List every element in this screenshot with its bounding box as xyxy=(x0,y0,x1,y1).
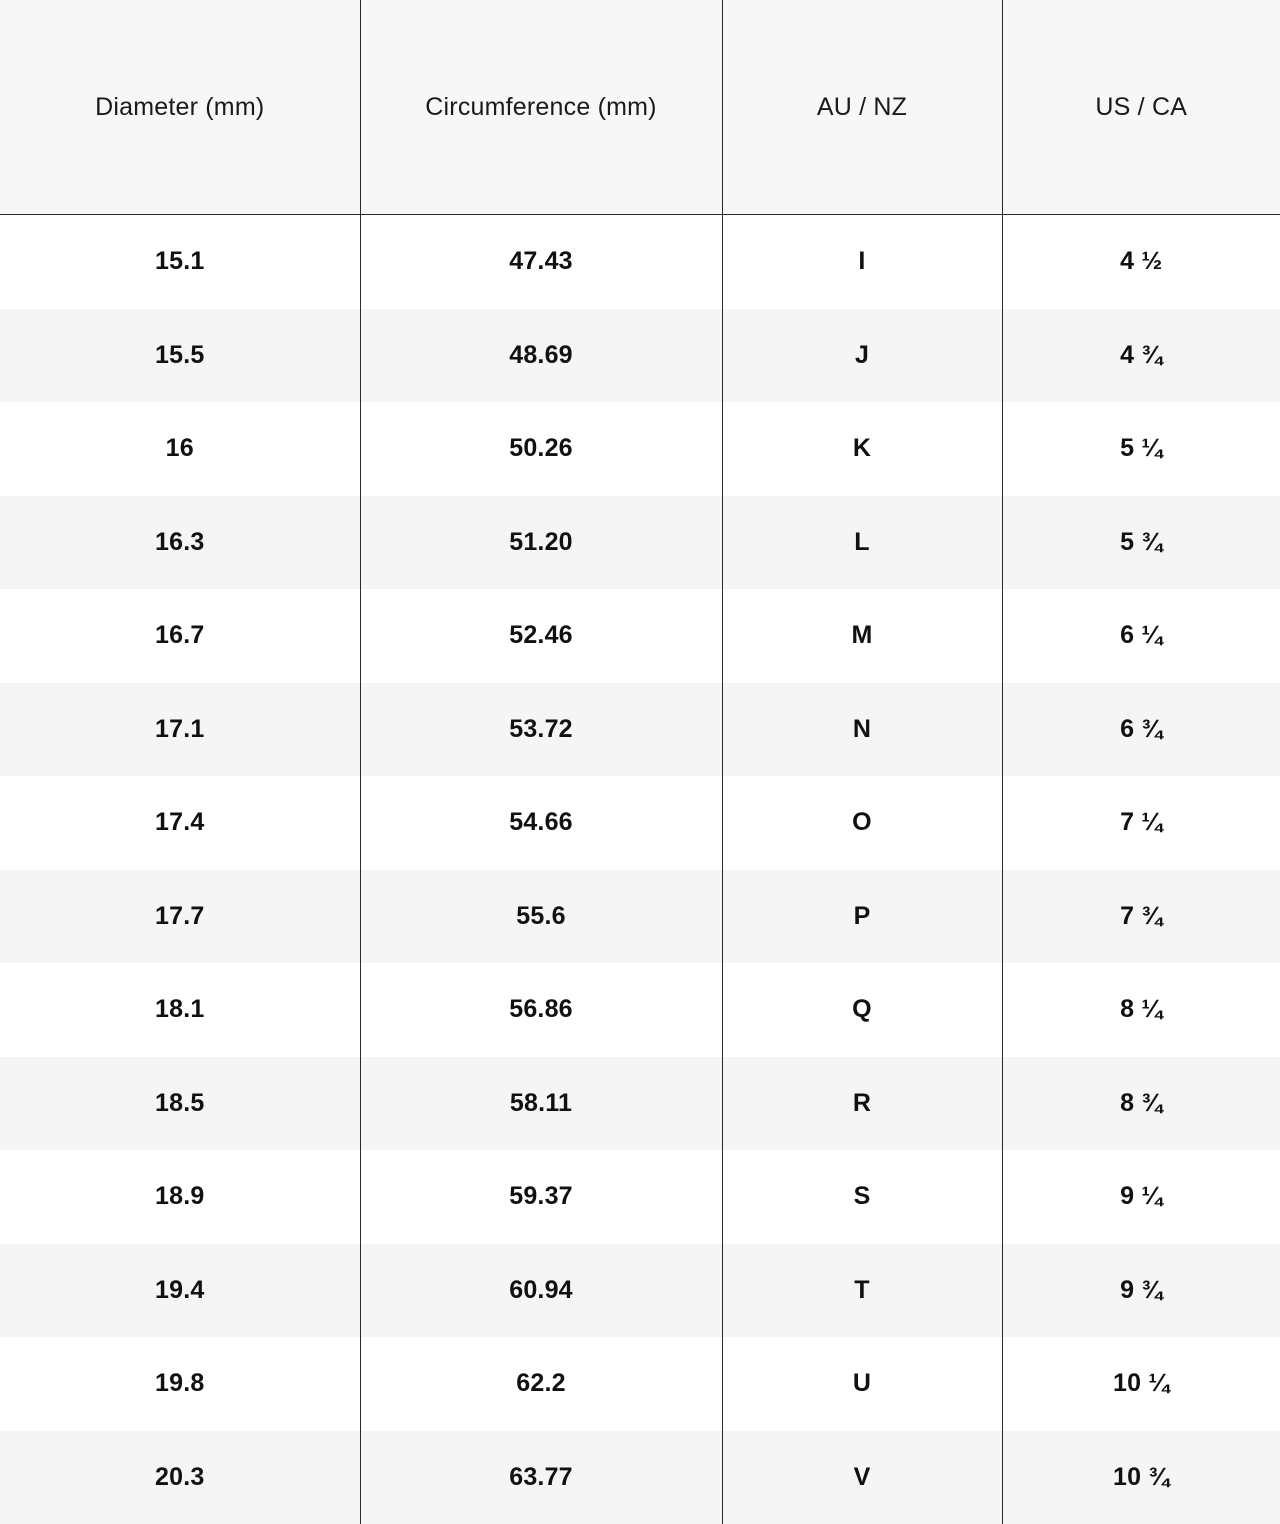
cell-au-nz: M xyxy=(722,589,1002,683)
table-row xyxy=(0,776,1280,870)
table-header xyxy=(0,0,1280,215)
cell-diameter: 17.7 xyxy=(0,870,360,964)
cell-circumference: 63.77 xyxy=(360,1431,722,1524)
cell-circumference: 47.43 xyxy=(360,215,722,309)
table-row xyxy=(0,589,1280,683)
table-row xyxy=(0,1431,1280,1524)
cell-au-nz: P xyxy=(722,870,1002,964)
cell-diameter: 18.5 xyxy=(0,1057,360,1151)
table-row xyxy=(0,215,1280,309)
cell-us-ca: 7 ¼ xyxy=(1002,776,1280,870)
cell-au-nz: K xyxy=(722,402,1002,496)
table-header-row xyxy=(0,0,1280,215)
cell-circumference: 52.46 xyxy=(360,589,722,683)
cell-us-ca: 10 ¼ xyxy=(1002,1337,1280,1431)
table-row xyxy=(0,870,1280,964)
table-row xyxy=(0,1057,1280,1151)
column-header-us-ca: US / CA xyxy=(1002,0,1280,215)
cell-us-ca: 6 ¾ xyxy=(1002,683,1280,777)
cell-circumference: 62.2 xyxy=(360,1337,722,1431)
cell-au-nz: T xyxy=(722,1244,1002,1338)
cell-au-nz: N xyxy=(722,683,1002,777)
cell-au-nz: O xyxy=(722,776,1002,870)
cell-circumference: 48.69 xyxy=(360,309,722,403)
table-row xyxy=(0,402,1280,496)
cell-us-ca: 5 ¾ xyxy=(1002,496,1280,590)
cell-us-ca: 9 ¾ xyxy=(1002,1244,1280,1338)
cell-diameter: 17.4 xyxy=(0,776,360,870)
cell-us-ca: 9 ¼ xyxy=(1002,1150,1280,1244)
cell-circumference: 59.37 xyxy=(360,1150,722,1244)
cell-circumference: 56.86 xyxy=(360,963,722,1057)
cell-circumference: 50.26 xyxy=(360,402,722,496)
cell-au-nz: J xyxy=(722,309,1002,403)
cell-diameter: 15.5 xyxy=(0,309,360,403)
cell-us-ca: 7 ¾ xyxy=(1002,870,1280,964)
cell-diameter: 18.1 xyxy=(0,963,360,1057)
cell-us-ca: 5 ¼ xyxy=(1002,402,1280,496)
cell-us-ca: 4 ¾ xyxy=(1002,309,1280,403)
table-row xyxy=(0,496,1280,590)
cell-au-nz: Q xyxy=(722,963,1002,1057)
table-row xyxy=(0,963,1280,1057)
table-row xyxy=(0,309,1280,403)
cell-au-nz: S xyxy=(722,1150,1002,1244)
column-header-diameter: Diameter (mm) xyxy=(0,0,360,215)
cell-circumference: 58.11 xyxy=(360,1057,722,1151)
cell-us-ca: 6 ¼ xyxy=(1002,589,1280,683)
cell-diameter: 20.3 xyxy=(0,1431,360,1524)
cell-diameter: 15.1 xyxy=(0,215,360,309)
table-body xyxy=(0,215,1280,1524)
cell-us-ca: 8 ¾ xyxy=(1002,1057,1280,1151)
table-row xyxy=(0,1150,1280,1244)
cell-diameter: 18.9 xyxy=(0,1150,360,1244)
cell-au-nz: V xyxy=(722,1431,1002,1524)
cell-diameter: 19.8 xyxy=(0,1337,360,1431)
cell-au-nz: U xyxy=(722,1337,1002,1431)
cell-circumference: 53.72 xyxy=(360,683,722,777)
cell-diameter: 17.1 xyxy=(0,683,360,777)
cell-diameter: 16.3 xyxy=(0,496,360,590)
cell-au-nz: R xyxy=(722,1057,1002,1151)
cell-us-ca: 10 ¾ xyxy=(1002,1431,1280,1524)
cell-circumference: 54.66 xyxy=(360,776,722,870)
cell-diameter: 16 xyxy=(0,402,360,496)
cell-circumference: 51.20 xyxy=(360,496,722,590)
cell-au-nz: L xyxy=(722,496,1002,590)
cell-us-ca: 4 ½ xyxy=(1002,215,1280,309)
column-header-au-nz: AU / NZ xyxy=(722,0,1002,215)
table-row xyxy=(0,1337,1280,1431)
column-header-circumference: Circumference (mm) xyxy=(360,0,722,215)
cell-us-ca: 8 ¼ xyxy=(1002,963,1280,1057)
cell-diameter: 16.7 xyxy=(0,589,360,683)
cell-circumference: 60.94 xyxy=(360,1244,722,1338)
table-row xyxy=(0,683,1280,777)
cell-diameter: 19.4 xyxy=(0,1244,360,1338)
cell-circumference: 55.6 xyxy=(360,870,722,964)
table-row xyxy=(0,1244,1280,1338)
cell-au-nz: I xyxy=(722,215,1002,309)
